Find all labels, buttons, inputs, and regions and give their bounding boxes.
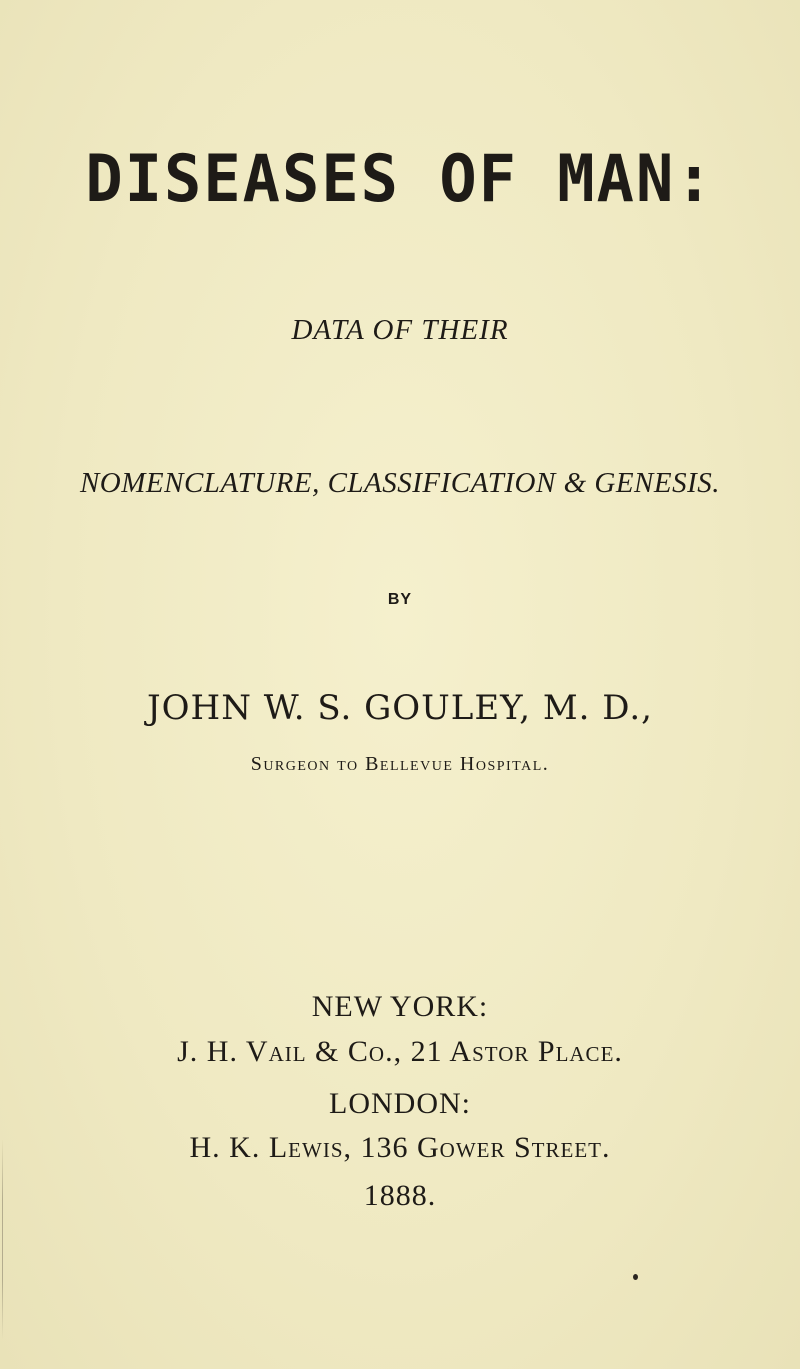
imprint-publisher-london: H. K. Lewis, 136 Gower Street. (189, 1131, 611, 1164)
book-title: DISEASES OF MAN: (85, 140, 715, 217)
imprint-city-london: LONDON: (329, 1087, 471, 1120)
subtitle-line-2: NOMENCLATURE, CLASSIFICATION & GENESIS. (79, 467, 721, 499)
imprint-city-new-york: NEW YORK: (311, 990, 489, 1023)
by-label: BY (387, 591, 413, 608)
page-edge-shadow (2, 1140, 3, 1340)
author-name: JOHN W. S. GOULEY, M. D., (147, 688, 653, 728)
subtitle-line-1: DATA OF THEIR (291, 314, 509, 346)
author-affiliation: Surgeon to Bellevue Hospital. (250, 753, 550, 775)
ink-speck (633, 1274, 638, 1280)
imprint-publisher-new-york: J. H. Vail & Co., 21 Astor Place. (177, 1035, 623, 1068)
publication-year: 1888. (363, 1179, 437, 1212)
